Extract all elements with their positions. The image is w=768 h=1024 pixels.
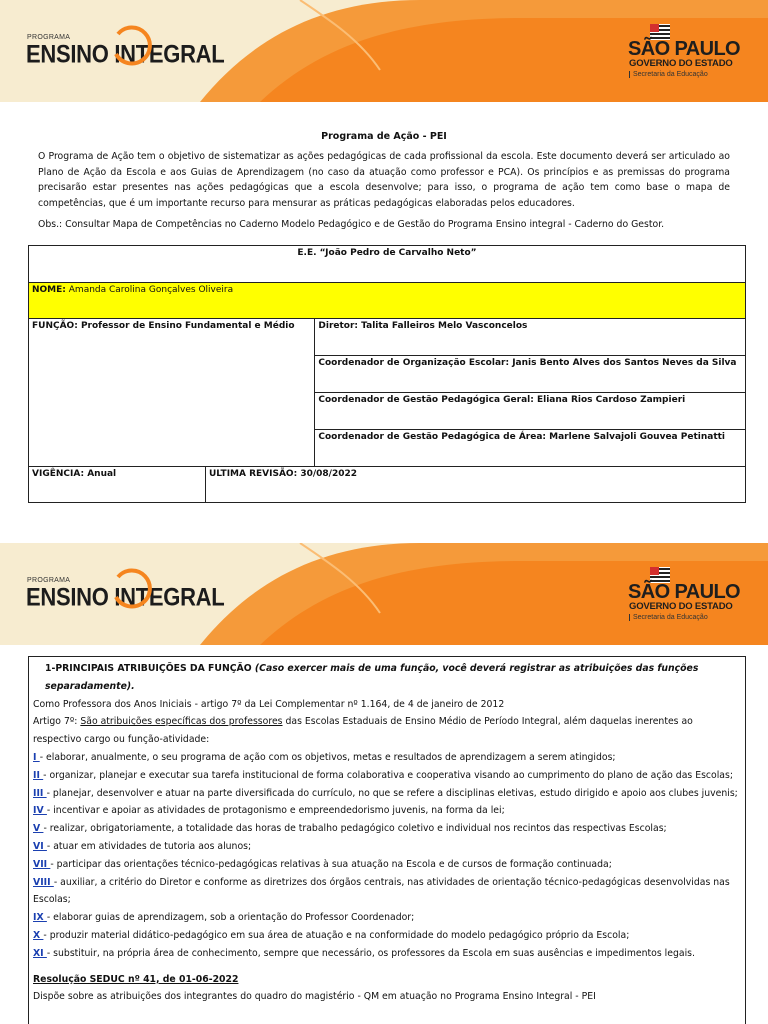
- item-number-link[interactable]: V: [33, 823, 44, 835]
- item-number-link[interactable]: X: [33, 929, 44, 941]
- item-text: - planejar, desenvolver e atuar na parte diversificada do currículo, no que se refere a disciplinas eletivas, estudo dirigido e apoio aos clubes juvenis;: [46, 787, 738, 799]
- article-prefix: Artigo 7º:: [33, 716, 81, 728]
- item-text: - participar das orientações técnico-pedagógicas relativas à sua atuação na Escola e de cursos de formação continuada;: [50, 858, 612, 870]
- list-item: [33, 838, 741, 856]
- list-item: [33, 856, 741, 874]
- government-label: GOVERNO DO ESTADO: [629, 601, 733, 612]
- director-cell: Diretor: Talita Falleiros Melo Vasconcelos: [315, 319, 746, 356]
- program-logo-ring-icon: [110, 565, 156, 611]
- item-number-link[interactable]: XI: [33, 947, 47, 959]
- function-cell: FUNÇÃO: Professor de Ensino Fundamental e Médio: [29, 319, 315, 467]
- government-label: GOVERNO DO ESTADO: [629, 58, 733, 69]
- item-text: - substituir, na própria área de conhecimento, sempre que necessário, os professores da Escola em suas ausências e impedimentos legais.: [46, 947, 695, 959]
- item-number-link[interactable]: VI: [33, 840, 47, 852]
- heading-text: 1-PRINCIPAIS ATRIBUIÇÕES DA FUNÇÃO: [45, 663, 252, 674]
- coord-ped-geral-cell: Coordenador de Gestão Pedagógica Geral: Eliana Rios Cardoso Zampieri: [315, 393, 746, 430]
- program-label: PROGRAMA: [27, 577, 71, 584]
- law-reference: Como Professora dos Anos Iniciais - artigo 7º da Lei Complementar nº 1.164, de 4 de janeiro de 2012: [33, 698, 505, 710]
- item-number-link[interactable]: VII: [33, 858, 51, 870]
- coord-org-cell: Coordenador de Organização Escolar: Janis Bento Alves dos Santos Neves da Silva: [315, 356, 746, 393]
- item-number-link[interactable]: VIII: [33, 876, 54, 888]
- list-item: [33, 767, 741, 785]
- list-item: [33, 909, 741, 927]
- name-value: Amanda Carolina Gonçalves Oliveira: [68, 285, 234, 295]
- program-label: PROGRAMA: [27, 34, 71, 41]
- item-text: - organizar, planejar e executar sua tarefa institucional de forma colaborativa e cooperativa visando ao cumprimento do plano de ação das Escolas;: [43, 769, 733, 781]
- heading-note: (Caso exercer mais de uma função, você deverá registrar as atribuições das funções separadamente).: [45, 663, 699, 692]
- list-item: [33, 874, 741, 910]
- item-text: - auxiliar, a critério do Diretor e conforme as diretrizes dos órgãos centrais, nas atividades de orientação técnico-pedagógicas desenvolvidas nas Escolas;: [33, 876, 730, 906]
- item-text: - elaborar guias de aprendizagem, sob a orientação do Professor Coordenador;: [46, 912, 415, 924]
- validity-row: [29, 467, 746, 503]
- secretariat-label: Secretaria da Educação: [629, 614, 708, 621]
- name-label: NOME:: [32, 285, 66, 295]
- article-text: [33, 713, 741, 749]
- item-number-link[interactable]: IX: [33, 912, 47, 924]
- info-table: [28, 245, 746, 503]
- school-row: [29, 246, 746, 283]
- function-row: [29, 319, 746, 356]
- program-logo-ring-icon: [110, 22, 156, 68]
- list-item: [33, 802, 741, 820]
- list-item: [33, 749, 741, 767]
- intro-paragraph: O Programa de Ação tem o objetivo de sistematizar as ações pedagógicas de cada profissional da escola. Este documento deverá ser articulado ao Plano de Ação da Escola e aos Guias de Aprendizagem (no caso da atuação como professor e PCA). Os princípios e as premissas do programa precisarão estar presentes nas ações pedagógicas que a escola desenvolve; para isso, o programa de ação tem como base o mapa de competências, que é um importante recurso para mensurar as práticas pedagógicas elaboradas pelos educadores.: [38, 151, 730, 209]
- name-row: [29, 283, 746, 319]
- list-item: [33, 927, 741, 945]
- header-banner: [0, 0, 768, 102]
- revision-cell: ULTIMA REVISÃO: 30/08/2022: [206, 467, 746, 503]
- state-name: SÃO PAULO: [628, 581, 741, 603]
- resolution-text: Dispõe sobre as atribuições dos integrantes do quadro do magistério - QM em atuação no Programa Ensino Integral - PEI: [33, 991, 596, 1003]
- program-name: ENSINO INTEGRAL: [26, 40, 225, 68]
- validity-cell: VIGÊNCIA: Anual: [29, 467, 206, 503]
- document-title: Programa de Ação - PEI: [321, 131, 447, 142]
- item-text: - produzir material didático-pedagógico em sua área de atuação e na conformidade do modelo pedagógico próprio da Escola;: [43, 929, 630, 941]
- coord-ped-area-cell: Coordenador de Gestão Pedagógica de Área: Marlene Salvajoli Gouvea Petinatti: [315, 430, 746, 467]
- resolution-title: Resolução SEDUC nº 41, de 01-06-2022: [33, 973, 239, 985]
- secretariat-label: Secretaria da Educação: [629, 71, 708, 78]
- list-item: [33, 785, 741, 803]
- article-underlined: São atribuições específicas dos professores: [80, 716, 283, 728]
- list-item: [33, 820, 741, 838]
- program-name: ENSINO INTEGRAL: [26, 583, 225, 611]
- item-text: - elaborar, anualmente, o seu programa de ação com os objetivos, metas e resultados de aprendizagem a serem atingidos;: [39, 751, 616, 763]
- article-rest: das Escolas Estaduais de Ensino Médio de Período Integral, além daquelas inerentes ao respectivo cargo ou função-atividade:: [33, 716, 693, 746]
- attributions-box: [28, 656, 746, 1024]
- item-text: - atuar em atividades de tutoria aos alunos;: [46, 840, 252, 852]
- attributions-list: [33, 749, 741, 963]
- list-item: [33, 945, 741, 963]
- item-text: - incentivar e apoiar as atividades de protagonismo e empreendedorismo juvenis, na forma da lei;: [46, 805, 505, 817]
- item-number-link[interactable]: I: [33, 751, 40, 763]
- school-name: E.E. “João Pedro de Carvalho Neto”: [29, 246, 746, 283]
- item-number-link[interactable]: IV: [33, 805, 47, 817]
- state-name: SÃO PAULO: [628, 38, 741, 60]
- item-text: - realizar, obrigatoriamente, a totalidade das horas de trabalho pedagógico coletivo e individual nos recintos das respectivas Escolas;: [43, 823, 667, 835]
- item-number-link[interactable]: II: [33, 769, 44, 781]
- header-banner-page2: [0, 543, 768, 645]
- item-number-link[interactable]: III: [33, 787, 47, 799]
- attributions-heading: [33, 660, 741, 696]
- observation-note: Obs.: Consultar Mapa de Competências no Caderno Modelo Pedagógico e de Gestão do Programa Ensino integral - Caderno do Gestor.: [38, 219, 665, 230]
